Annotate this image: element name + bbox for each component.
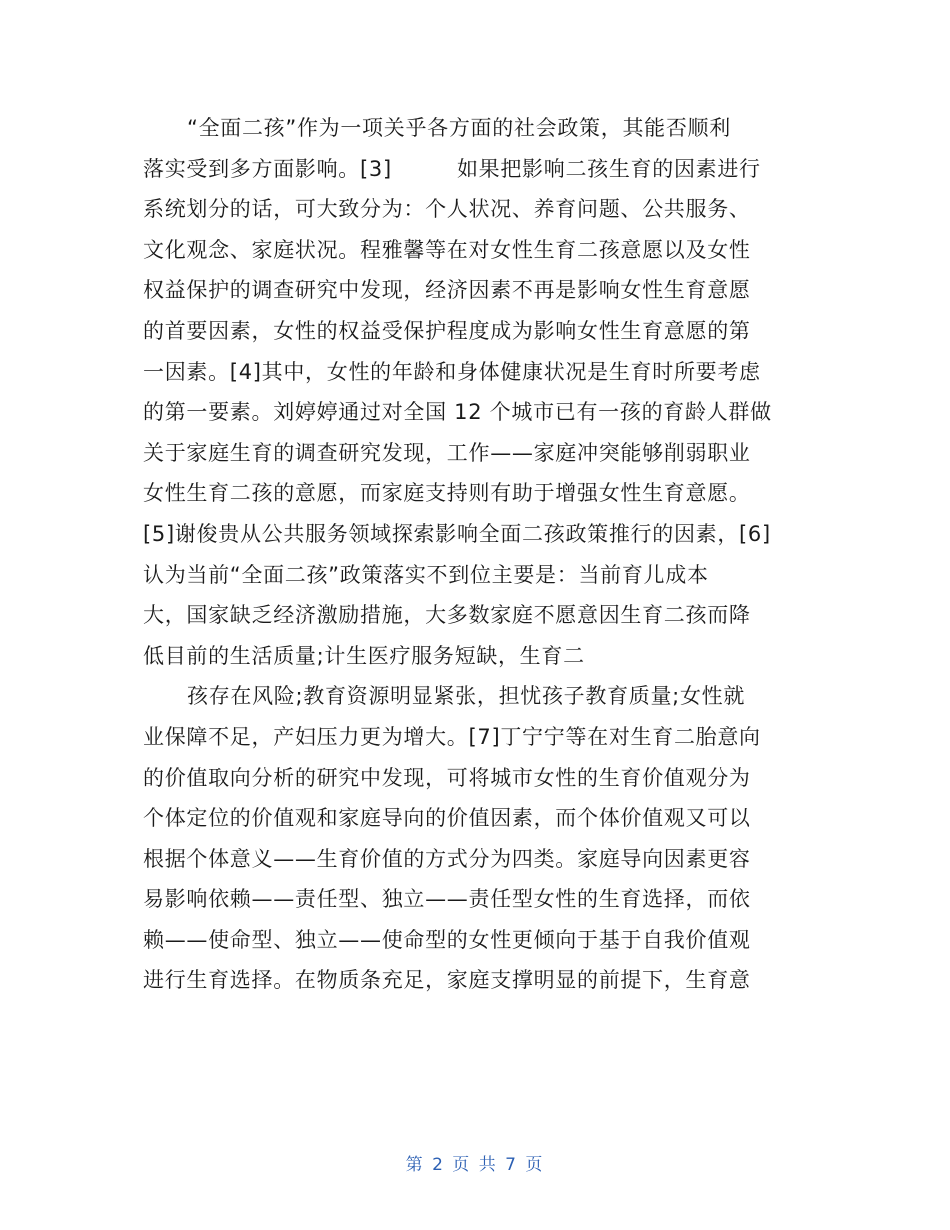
- text-line: 权益保护的调查研究中发现，经济因素不再是影响女性生育意愿: [143, 278, 751, 303]
- text-line: 孩存在风险;教育资源明显紧张，担忧孩子教育质量;女性就: [187, 684, 746, 709]
- text-line: 易影响依赖——责任型、独立——责任型女性的生育选择，而依: [143, 887, 751, 912]
- text-line: 的价值取向分析的研究中发现，可将城市女性的生育价值观分为: [143, 765, 751, 790]
- text-line: 系统划分的话，可大致分为：个人状况、养育问题、公共服务、: [143, 197, 751, 222]
- body-text: [143, 108, 843, 1001]
- text-line: 进行生育选择。在物质条充足，家庭支撑明显的前提下，生育意: [143, 968, 751, 993]
- text-line: 的第一要素。刘婷婷通过对全国 12 个城市已有一孩的育龄人群做: [143, 400, 772, 425]
- text-line: 文化观念、家庭状况。程雅馨等在对女性生育二孩意愿以及女性: [143, 237, 751, 262]
- text-line: 低目前的生活质量;计生医疗服务短缺，生育二: [143, 643, 585, 668]
- text-line: 赖——使命型、独立——使命型的女性更倾向于基于自我价值观: [143, 927, 751, 952]
- text-line: 个体定位的价值观和家庭导向的价值因素，而个体价值观又可以: [143, 806, 751, 831]
- text-line: 落实受到多方面影响。[3] 如果把影响二孩生育的因素进行: [143, 156, 761, 181]
- text-line: 根据个体意义——生育价值的方式分为四类。家庭导向因素更容: [143, 846, 751, 871]
- text-line: 大，国家缺乏经济激励措施，大多数家庭不愿意因生育二孩而降: [143, 603, 751, 628]
- text-line: “全面二孩”作为一项关乎各方面的社会政策，其能否顺利: [187, 116, 731, 140]
- text-line: 关于家庭生育的调查研究发现，工作——家庭冲突能够削弱职业: [143, 440, 751, 465]
- text-line: 业保障不足，产妇压力更为增大。[7]丁宁宁等在对生育二胎意向: [143, 724, 761, 749]
- text-line: 认为当前“全面二孩”政策落实不到位主要是：当前育儿成本: [143, 562, 709, 587]
- text-line: [5]谢俊贵从公共服务领域探索影响全面二孩政策推行的因素，[6]: [143, 521, 771, 546]
- text-line: 一因素。[4]其中，女性的年龄和身体健康状况是生育时所要考虑: [143, 359, 761, 384]
- page-number: 第 2 页 共 7 页: [405, 1155, 545, 1175]
- text-line: 女性生育二孩的意愿，而家庭支持则有助于增强女性生育意愿。: [143, 481, 751, 506]
- text-line: 的首要因素，女性的权益受保护程度成为影响女性生育意愿的第: [143, 318, 751, 343]
